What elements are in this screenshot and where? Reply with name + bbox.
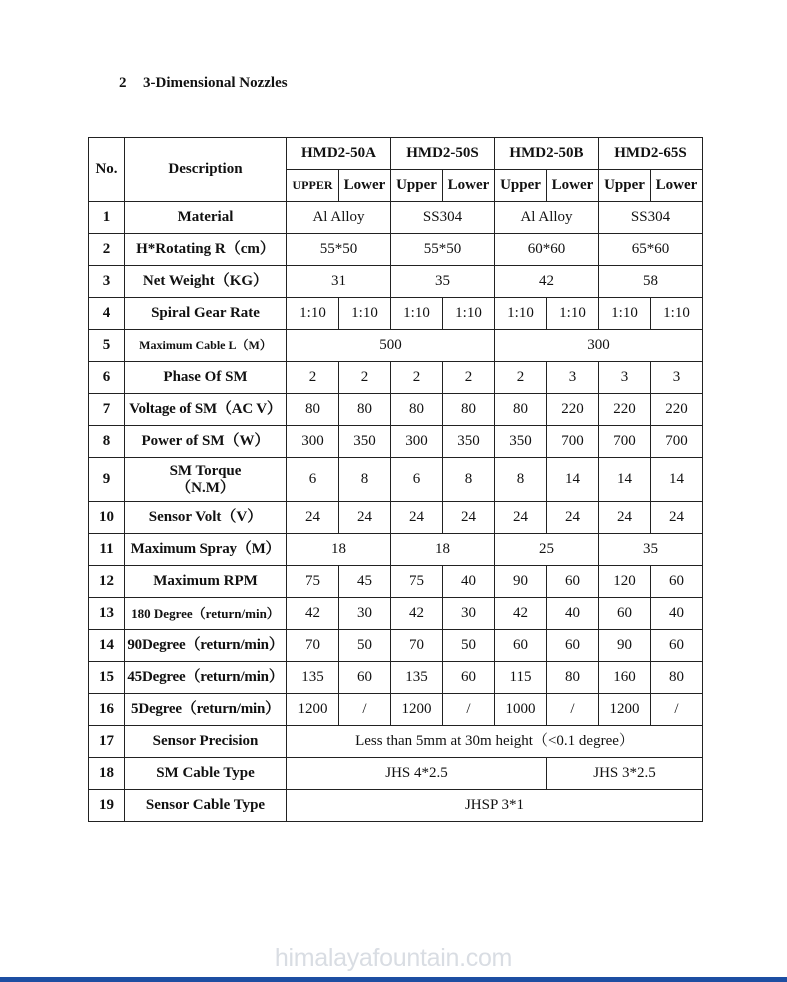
cell-value: 35: [391, 266, 495, 298]
table-row: [89, 662, 703, 694]
cell-value: 1:10: [599, 298, 651, 330]
cell-value: 70: [391, 630, 443, 662]
cell-value: 700: [547, 426, 599, 458]
row-number: 14: [89, 630, 125, 662]
cell-value: 80: [443, 394, 495, 426]
row-label: Sensor Volt（V）: [125, 502, 287, 534]
cell-value: 58: [599, 266, 703, 298]
cell-value: 2: [443, 362, 495, 394]
header-model: HMD2-50A: [287, 138, 391, 170]
row-label: Sensor Precision: [125, 726, 287, 758]
row-label: Spiral Gear Rate: [125, 298, 287, 330]
cell-value: 75: [391, 566, 443, 598]
cell-value: 1200: [391, 694, 443, 726]
table-row: [89, 790, 703, 822]
cell-value: 1200: [287, 694, 339, 726]
cell-value: SS304: [391, 202, 495, 234]
cell-value: 42: [391, 598, 443, 630]
cell-value: 700: [651, 426, 703, 458]
table-row: [89, 330, 703, 362]
cell-value: 2: [287, 362, 339, 394]
cell-value: 1:10: [287, 298, 339, 330]
row-number: 10: [89, 502, 125, 534]
cell-value: 350: [495, 426, 547, 458]
cell-value: 700: [599, 426, 651, 458]
cell-value: SS304: [599, 202, 703, 234]
cell-value: 2: [391, 362, 443, 394]
cell-value: 220: [547, 394, 599, 426]
cell-value: 60: [547, 566, 599, 598]
header-sub: Lower: [547, 170, 599, 202]
cell-value: 14: [651, 458, 703, 502]
cell-value: /: [339, 694, 391, 726]
row-label: SM Cable Type: [125, 758, 287, 790]
cell-value: 1:10: [443, 298, 495, 330]
accent-bar: [0, 977, 787, 982]
table-row: [89, 458, 703, 502]
cell-value: 40: [651, 598, 703, 630]
table-row: [89, 298, 703, 330]
section-heading: [119, 75, 288, 92]
table-row: [89, 234, 703, 266]
cell-value: 2: [495, 362, 547, 394]
section-number: 2: [119, 75, 127, 91]
cell-value: 300: [287, 426, 339, 458]
cell-value: 35: [599, 534, 703, 566]
cell-value: 24: [495, 502, 547, 534]
cell-value: 24: [339, 502, 391, 534]
cell-value: JHS 3*2.5: [547, 758, 703, 790]
cell-value: 45: [339, 566, 391, 598]
table-row: [89, 598, 703, 630]
cell-value: 24: [651, 502, 703, 534]
cell-value: 14: [599, 458, 651, 502]
cell-value: 42: [495, 598, 547, 630]
cell-value: /: [443, 694, 495, 726]
cell-value: 60: [547, 630, 599, 662]
row-label: Sensor Cable Type: [125, 790, 287, 822]
header-model: HMD2-50B: [495, 138, 599, 170]
cell-value: 350: [339, 426, 391, 458]
row-number: 13: [89, 598, 125, 630]
row-number: 9: [89, 458, 125, 502]
cell-value: Al Alloy: [287, 202, 391, 234]
table-row: [89, 362, 703, 394]
table-row: [89, 630, 703, 662]
cell-value: 40: [547, 598, 599, 630]
row-number: 6: [89, 362, 125, 394]
row-number: 17: [89, 726, 125, 758]
cell-value: JHSP 3*1: [287, 790, 703, 822]
cell-value: Al Alloy: [495, 202, 599, 234]
cell-value: 8: [443, 458, 495, 502]
cell-value: 8: [495, 458, 547, 502]
cell-value: 220: [599, 394, 651, 426]
cell-value: 50: [339, 630, 391, 662]
cell-value: /: [651, 694, 703, 726]
cell-value: 60: [599, 598, 651, 630]
watermark-text: himalayafountain.com: [274, 944, 513, 972]
header-sub: Lower: [339, 170, 391, 202]
cell-value: JHS 4*2.5: [287, 758, 547, 790]
table-row: [89, 266, 703, 298]
section-title: 3-Dimensional Nozzles: [143, 75, 288, 91]
cell-value: 25: [495, 534, 599, 566]
cell-value: 160: [599, 662, 651, 694]
header-no: No.: [89, 138, 125, 202]
cell-value: 18: [391, 534, 495, 566]
row-label: Power of SM（W）: [125, 426, 287, 458]
row-number: 5: [89, 330, 125, 362]
row-label: 90Degree（return/min）: [125, 630, 287, 662]
cell-value: 60: [651, 630, 703, 662]
table-row: [89, 566, 703, 598]
cell-value: 60: [495, 630, 547, 662]
cell-value: 1:10: [547, 298, 599, 330]
header-sub: Upper: [599, 170, 651, 202]
cell-value: 3: [547, 362, 599, 394]
cell-value: 30: [443, 598, 495, 630]
header-sub: Lower: [443, 170, 495, 202]
cell-value: 3: [599, 362, 651, 394]
cell-value: 40: [443, 566, 495, 598]
header-sub: Upper: [495, 170, 547, 202]
table-row: [89, 202, 703, 234]
row-label: Voltage of SM（AC V）: [125, 394, 287, 426]
cell-value: 1:10: [651, 298, 703, 330]
row-label: H*Rotating R（cm）: [125, 234, 287, 266]
cell-value: 3: [651, 362, 703, 394]
cell-value: 24: [391, 502, 443, 534]
row-number: 7: [89, 394, 125, 426]
table-row: [89, 534, 703, 566]
row-label-line: SM Torque: [169, 462, 242, 479]
cell-value: 65*60: [599, 234, 703, 266]
cell-value: 55*50: [391, 234, 495, 266]
row-label: [125, 458, 287, 502]
cell-value: 1:10: [495, 298, 547, 330]
cell-value: 115: [495, 662, 547, 694]
cell-value: 24: [599, 502, 651, 534]
table-row: [89, 758, 703, 790]
cell-value: 24: [443, 502, 495, 534]
row-number: 19: [89, 790, 125, 822]
cell-value: 80: [495, 394, 547, 426]
cell-value: 300: [495, 330, 703, 362]
cell-value: 90: [599, 630, 651, 662]
table-row: [89, 726, 703, 758]
table-row: [89, 694, 703, 726]
cell-value: 120: [599, 566, 651, 598]
cell-value: 60: [443, 662, 495, 694]
header-sub: UPPER: [287, 170, 339, 202]
header-sub: Lower: [651, 170, 703, 202]
header-model: HMD2-50S: [391, 138, 495, 170]
cell-value: 2: [339, 362, 391, 394]
cell-value: 80: [287, 394, 339, 426]
cell-value: 30: [339, 598, 391, 630]
cell-value: 18: [287, 534, 391, 566]
row-number: 8: [89, 426, 125, 458]
row-label: Maximum Cable L（M）: [125, 330, 287, 362]
cell-value: 31: [287, 266, 391, 298]
cell-value: 80: [339, 394, 391, 426]
cell-value: 80: [651, 662, 703, 694]
row-number: 12: [89, 566, 125, 598]
row-number: 2: [89, 234, 125, 266]
header-model: HMD2-65S: [599, 138, 703, 170]
cell-value: 50: [443, 630, 495, 662]
row-number: 15: [89, 662, 125, 694]
cell-value: 1:10: [339, 298, 391, 330]
cell-value: 135: [287, 662, 339, 694]
header-sub: Upper: [391, 170, 443, 202]
cell-value: 6: [287, 458, 339, 502]
cell-value: 55*50: [287, 234, 391, 266]
cell-value: 300: [391, 426, 443, 458]
row-label: Net Weight（KG）: [125, 266, 287, 298]
cell-value: 1:10: [391, 298, 443, 330]
cell-value: 70: [287, 630, 339, 662]
cell-value: 24: [547, 502, 599, 534]
cell-value: 42: [495, 266, 599, 298]
cell-value: 1200: [599, 694, 651, 726]
cell-value: 350: [443, 426, 495, 458]
spec-table: [88, 137, 703, 822]
cell-value: Less than 5mm at 30m height（<0.1 degree）: [287, 726, 703, 758]
cell-value: 42: [287, 598, 339, 630]
cell-value: 24: [287, 502, 339, 534]
row-label: 180 Degree（return/min）: [125, 598, 287, 630]
cell-value: 60: [651, 566, 703, 598]
table-row: [89, 502, 703, 534]
cell-value: 8: [339, 458, 391, 502]
row-label-line: （N.M）: [176, 479, 235, 496]
cell-value: 14: [547, 458, 599, 502]
row-label: Material: [125, 202, 287, 234]
cell-value: 80: [547, 662, 599, 694]
table-row: [89, 426, 703, 458]
cell-value: 135: [391, 662, 443, 694]
header-row-models: [89, 138, 703, 170]
cell-value: 220: [651, 394, 703, 426]
row-label: Maximum Spray（M）: [125, 534, 287, 566]
cell-value: 6: [391, 458, 443, 502]
cell-value: 80: [391, 394, 443, 426]
cell-value: /: [547, 694, 599, 726]
cell-value: 90: [495, 566, 547, 598]
row-number: 3: [89, 266, 125, 298]
row-label: 45Degree（return/min）: [125, 662, 287, 694]
row-number: 11: [89, 534, 125, 566]
cell-value: 60: [339, 662, 391, 694]
row-label: Phase Of SM: [125, 362, 287, 394]
row-label: Maximum RPM: [125, 566, 287, 598]
row-number: 16: [89, 694, 125, 726]
row-number: 4: [89, 298, 125, 330]
cell-value: 75: [287, 566, 339, 598]
header-description: Description: [125, 138, 287, 202]
cell-value: 500: [287, 330, 495, 362]
row-number: 18: [89, 758, 125, 790]
cell-value: 1000: [495, 694, 547, 726]
row-number: 1: [89, 202, 125, 234]
table-row: [89, 394, 703, 426]
row-label: 5Degree（return/min）: [125, 694, 287, 726]
cell-value: 60*60: [495, 234, 599, 266]
